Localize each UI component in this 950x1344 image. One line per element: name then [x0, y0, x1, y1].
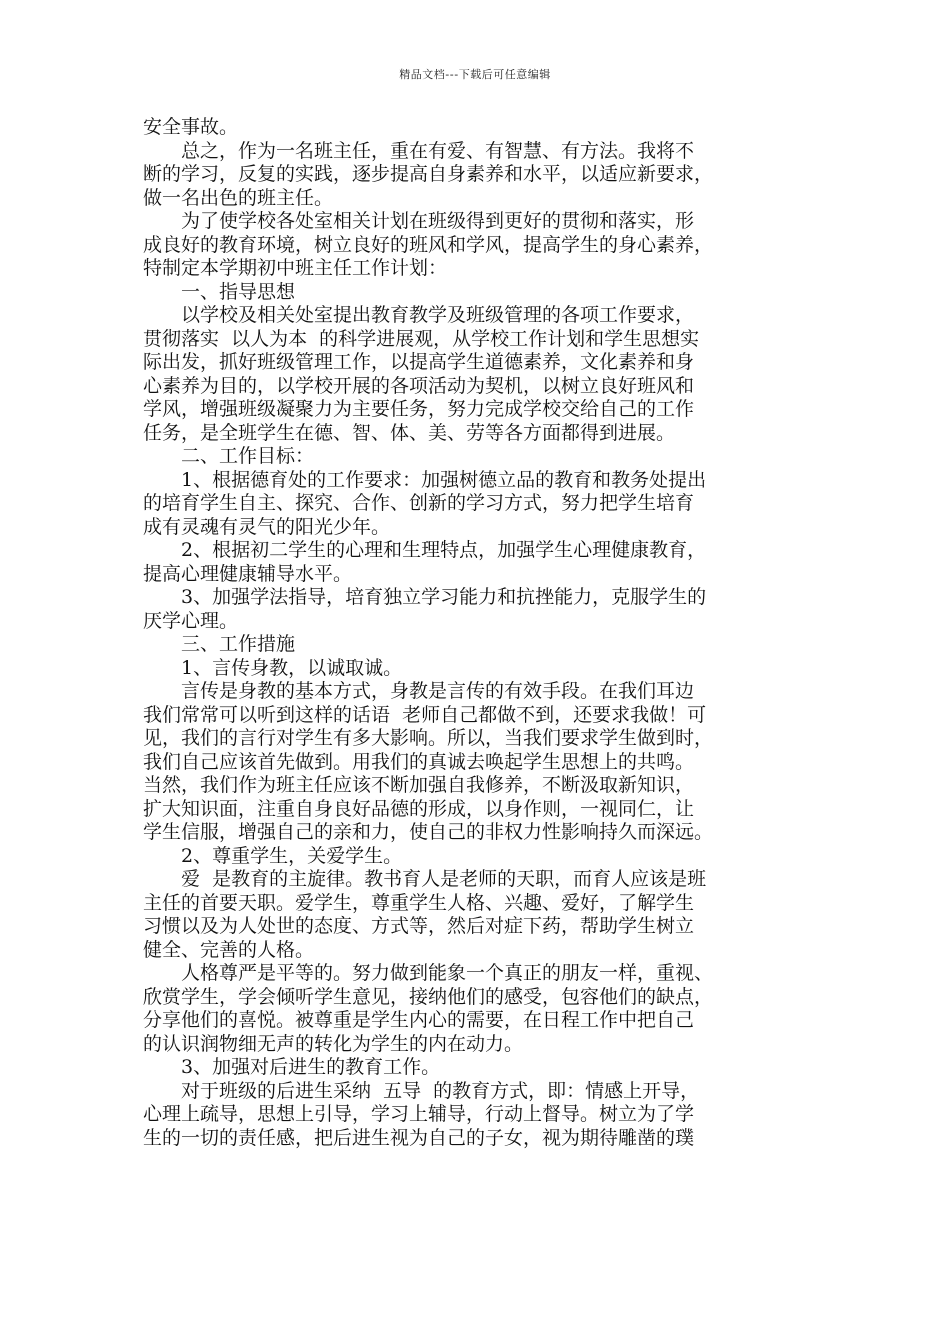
text-line: 心理上疏导，思想上引导，学习上辅导，行动上督导。树立为了学	[143, 1103, 695, 1125]
text-line: 为了使学校各处室相关计划在班级得到更好的贯彻和落实，形	[143, 210, 695, 232]
text-line: 贯彻落实 以人为本 的科学进展观，从学校工作计划和学生思想实	[143, 327, 700, 350]
subsection-heading: 2、尊重学生，关爱学生。	[143, 844, 403, 867]
text-line: 当然，我们作为班主任应该不断加强自我修养，不断汲取新知识，	[143, 774, 695, 796]
text-line: 3、加强学法指导，培育独立学习能力和抗挫能力，克服学生的	[143, 586, 707, 608]
text-line: 言传是身教的基本方式，身教是言传的有效手段。在我们耳边	[143, 680, 695, 702]
section-heading: 三、工作措施	[143, 633, 296, 655]
text-line: 特制定本学期初中班主任工作计划：	[143, 257, 448, 279]
text-line: 总之，作为一名班主任，重在有爱、有智慧、有方法。我将不	[143, 139, 695, 162]
section-heading: 二、工作目标：	[143, 445, 315, 467]
text-line: 习惯以及为人处世的态度、方式等，然后对症下药，帮助学生树立	[143, 915, 695, 937]
text-line: 2、根据初二学生的心理和生理特点，加强学生心理健康教育，	[143, 539, 707, 561]
text-line: 人格尊严是平等的。努力做到能象一个真正的朋友一样，重视、	[143, 962, 714, 984]
text-line: 我们自己应该首先做到。用我们的真诚去唤起学生思想上的共鸣。	[143, 750, 695, 773]
text-line: 生的一切的责任感，把后进生视为自己的子女，视为期待雕凿的璞	[143, 1126, 695, 1149]
text-line: 的培育学生自主、探究、合作、创新的学习方式，努力把学生培育	[143, 492, 695, 514]
text-line: 的认识润物细无声的转化为学生的内在动力。	[143, 1032, 524, 1055]
text-line: 安全事故。	[143, 116, 239, 138]
page-header: 精品文档---下载后可任意编辑	[399, 68, 551, 81]
text-line: 健全、完善的人格。	[143, 938, 315, 961]
text-line: 厌学心理。	[143, 609, 239, 632]
text-line: 际出发，抓好班级管理工作，以提高学生道德素养，文化素养和身	[143, 351, 695, 373]
text-line: 学生信服，增强自己的亲和力，使自己的非权力性影响持久而深远。	[143, 821, 714, 843]
text-line: 学风，增强班级凝聚力为主要任务，努力完成学校交给自己的工作	[143, 398, 695, 420]
section-heading: 一、指导思想	[143, 280, 296, 303]
text-line: 扩大知识面，注重自身良好品德的形成，以身作则，一视同仁，让	[143, 797, 695, 820]
text-line: 1、根据德育处的工作要求：加强树德立品的教育和教务处提出	[143, 468, 707, 491]
text-line: 成良好的教育环境，树立良好的班风和学风，提高学生的身心素养，	[143, 233, 714, 256]
text-line: 我们常常可以听到这样的话语 老师自己都做不到，还要求我做！可	[143, 703, 707, 726]
text-line: 断的学习，反复的实践，逐步提高自身素养和水平，以适应新要求，	[143, 163, 714, 185]
text-line: 以学校及相关处室提出教育教学及班级管理的各项工作要求，	[143, 304, 695, 326]
text-line: 做一名出色的班主任。	[143, 186, 334, 209]
text-line: 分享他们的喜悦。被尊重是学生内心的需要，在日程工作中把自己	[143, 1009, 695, 1031]
text-line: 提高心理健康辅导水平。	[143, 562, 353, 585]
text-line: 心素养为目的，以学校开展的各项活动为契机，以树立良好班风和	[143, 374, 695, 397]
document-body	[143, 116, 811, 1150]
text-line: 见，我们的言行对学生有多大影响。所以，当我们要求学生做到时，	[143, 727, 714, 749]
subsection-heading: 3、加强对后进生的教育工作。	[143, 1056, 441, 1078]
text-line: 成有灵魂有灵气的阳光少年。	[143, 515, 391, 538]
subsection-heading: 1、言传身教，以诚取诚。	[143, 656, 403, 679]
text-line: 爱 是教育的主旋律。教书育人是老师的天职，而育人应该是班	[143, 868, 707, 890]
text-line: 任务，是全班学生在德、智、体、美、劳等各方面都得到进展。	[143, 421, 676, 444]
text-line: 主任的首要天职。爱学生，尊重学生人格、兴趣、爱好，了解学生	[143, 891, 695, 914]
text-line: 欣赏学生，学会倾听学生意见，接纳他们的感受，包容他们的缺点，	[143, 985, 714, 1008]
text-line: 对于班级的后进生采纳 五导 的教育方式，即：情感上开导，	[143, 1079, 700, 1102]
